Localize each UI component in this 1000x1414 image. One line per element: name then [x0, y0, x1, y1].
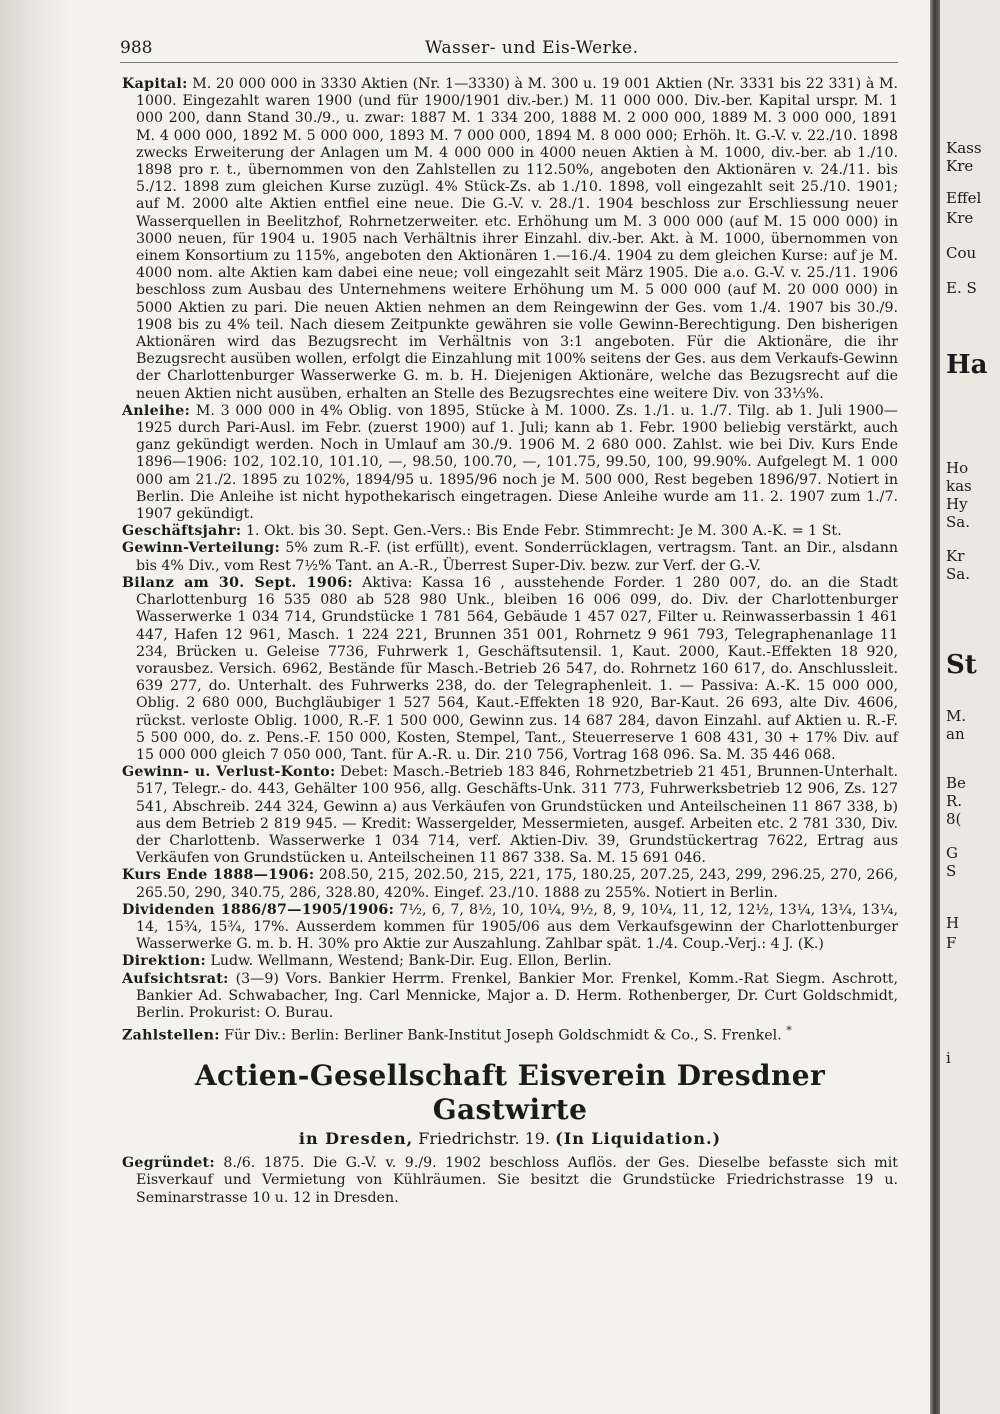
adjacent-fragment: Kre: [946, 209, 974, 227]
adjacent-fragment: Sa.: [946, 565, 970, 583]
section-kapital: Kapital: M. 20 000 000 in 3330 Aktien (Nr. 1—3330) à M. 300 u. 19 001 Aktien (Nr. 3331 bis 22 331) à M. 1000. Eingezahlt waren 1900 (und für 1900/1901 div.-ber.) M. 11 000 000. Div.-ber. Kapital urspr. M. 1 000 200, dann Stand 30./9., u. zwar: 1887 M. 1 334 200, 1888 M. 2 000 000, 1889 M. 3 000 000, 1891 M. 4 000 000, 1892 M. 5 000 000, 1893 M. 7 000 000, 1894 M. 8 000 000; Erhöh. lt. G.-V. v. 22./10. 1898 zwecks Erweiterung der Anlagen um M. 4 000 000 in 4000 neuen Aktien à M. 1000, div.-ber. ab 1./10. 1898 pro r. t., übernommen von den Zahlstellen zu 112.50%, angeboten den Aktionären v. 24./11. bis 5./12. 1898 zum gleichen Kurse zuzügl. 4% Stück-Zs. ab 1./10. 1898, voll eingezahlt seit 25./10. 1901; auf M. 2000 alte Aktien entfiel eine neue. Die G.-V. v. 28./1. 1904 beschloss zur Erschliessung neuer Wasserquellen in Beelitzhof, Rohrnetzerweiter. etc. Erhöhung um M. 3 000 000 (auf M. 15 000 000) in 3000 neuen, für 1904 u. 1905 nach Verhältnis ihrer Einzahl. div.-ber. Akt. à M. 1000, übernommen von einem Konsortium zu 115%, angeboten den Aktionären 1.—16./4. 1904 zu dem gleichen Kurse: auf je M. 4000 nom. alte Aktien kam dabei eine neue; voll eingezahlt seit März 1905. Die a.o. G.-V. v. 25./11. 1906 beschloss zum Ausbau des Unternehmens weitere Erhöhung um M. 5 000 000 (auf M. 20 000 000) in 5000 Aktien zu pari. Die neuen Aktien nehmen an dem Reingewinn der Ges. vom 1./4. 1907 bis 30./9. 1908 bis zu 4% teil. Nach diesem Zeitpunkte gewähren sie volle Gewinn-Berechtigung. Den bisherigen Aktionären wird das Bezugsrecht im Verhältnis von 3:1 angeboten. Für die Aktionäre, die ihr Bezugsrecht ausüben wollen, erfolgt die Einzahlung mit 100% seitens der Ges. aus dem Verkaufs-Gewinn der Charlottenburger Wasserwerke G. m. b. H. Diejenigen Aktionäre, welche das Bezugsrecht auf die neuen Aktien nicht ausüben, erhalten an Stelle des Bezugsrechtes eine weitere Div. von 33⅓%.: [122, 76, 898, 402]
section-bilanz: Bilanz am 30. Sept. 1906: Aktiva: Kassa 16 , ausstehende Forder. 1 280 007, do. an die Stadt Charlottenburg 16 535 080 ab 528 980 Unk., bleiben 16 006 099, do. Div. der Charlottenburger Wasserwerke 1 034 714, Grundstücke 1 781 564, Gebäude 1 457 027, Filter u. Reinwasserbassin 1 461 447, Hafen 12 961, Masch. 1 224 221, Brunnen 351 001, Rohrnetz 9 961 793, Telegraphenanlage 11 234, Brücken u. Geleise 7736, Fuhrwerk 1, Geschäftsutensil. 1, Kaut. 2000, Kaut.-Effekten 18 920, vorausbez. Versich. 6962, Bestände für Masch.-Betrieb 26 547, do. Rohrnetz 160 617, do. Anschlussleit. 639 277, do. Unterhalt. des Fuhrwerks 238, do. der Telegraphenleit. 1. — Passiva: A.-K. 15 000 000, Oblig. 2 680 000, Buchgläubiger 1 527 564, Kaut.-Effekten 18 920, Bar-Kaut. 26 693, alte Div. 4606, rückst. verloste Oblig. 1000, R.-F. 1 500 000, Gewinn zus. 14 687 284, davon Einzahl. auf Aktien u. R.-F. 5 500 000, do. z. Pens.-F. 150 000, Kosten, Stempel, Tant., Steuerreserve 1 608 431, 30 + 17% Div. auf 15 000 000 gleich 7 050 000, Tant. für A.-R. u. Dir. 210 756, Vortrag 168 096. Sa. M. 35 446 068.: [122, 574, 899, 763]
header-rule: [120, 62, 898, 63]
adjacent-fragment: kas: [946, 477, 972, 495]
company-subtitle: in Dresden, Friedrichstr. 19. (In Liquidation.): [298, 1129, 722, 1149]
adjacent-fragment: S: [946, 862, 957, 880]
adjacent-fragment: Kre: [946, 157, 974, 175]
footnote-mark: *: [786, 1024, 792, 1038]
adjacent-fragment: M.: [946, 707, 967, 725]
section-aufsichtsrat: Aufsichtsrat: (3—9) Vors. Bankier Herrm. Frenkel, Bankier Mor. Frenkel, Komm.-Rat Siegm. Aschrott, Bankier Ad. Schwabacher, Ing. Carl Mennicke, Major a. D. Herm. Rothenberger, Dr. Curt Goldschmidt, Berlin. Prokurist: O. Burau.: [122, 970, 898, 1021]
section-dividenden: Dividenden 1886/87—1905/1906: 7½, 6, 7, 8½, 10, 10¼, 9½, 8, 9, 10¼, 11, 12, 12½, 13¼, 13¼, 13¼, 14, 15¾, 15¾, 17%. Ausserdem kommen für 1905/06 aus dem Verkaufsgewinn der Charlottenburger Wasserwerke G. m. b. H. 30% pro Aktie zur Auszahlung. Zahlbar spät. 1./4. Coup.-Verj.: 4 J. (K.): [122, 901, 898, 953]
section-gewinn-verlust: Gewinn- u. Verlust-Konto: Debet: Masch.-Betrieb 183 846, Rohrnetzbetrieb 21 451, Brunnen-Unterhalt. 517, Telegr.- do. 443, Gehälter 100 956, allg. Geschäfts-Unk. 311 773, Fuhrwerksbetrieb 12 906, Zs. 127 541, Abschreib. 244 324, Gewinn a) aus Verkäufen von Grundstücken und Anteilscheinen 11 867 338, b) aus dem Betrieb 2 819 945. — Kredit: Wassergelder, Messermieten, ausgef. Arbeiten etc. 2 781 330, Div. der Charlottenb. Wasserwerke 1 034 714, verf. Aktien-Div. 39, Grundstückertrag 7622, Ertrag aus Verkäufen von Grundstücken u. Anteilscheinen 11 867 338. Sa. M. 15 691 046.: [122, 764, 898, 867]
adjacent-fragment: 8(: [946, 810, 962, 828]
adjacent-fragment: Cou: [946, 244, 977, 262]
adjacent-fragment: Kr: [946, 547, 965, 565]
adjacent-fragment: Sa.: [946, 513, 970, 531]
adjacent-fragment: Hy: [946, 495, 968, 513]
section-gewinn-verteilung: Gewinn-Verteilung: 5% zum R.-F. (ist erfüllt), event. Sonderrücklagen, vertragsm. Tant. an Dir., alsdann bis 4% Div., vom Rest 7½% Tant. an A.-R., Überrest Super-Div. bezw. zur Verf. der G.-V.: [122, 540, 898, 574]
section-zahlstellen: Zahlstellen: Für Div.: Berlin: Berliner Bank-Institut Joseph Goldschmidt & Co., S. Frenkel. *: [122, 1024, 792, 1044]
company-entry: [122, 1059, 898, 1149]
adjacent-page: [940, 0, 1000, 1414]
company-body: Gegründet: 8./6. 1875. Die G.-V. v. 9./9. 1902 beschloss Auflös. der Ges. Dieselbe befasste sich mit Eisverkauf und Vermietung von Kühlräumen. Sie besitzt die Grundstücke Friedrichstrasse 19 u. Seminarstrasse 10 u. 12 in Dresden.: [122, 1155, 898, 1206]
section-geschaeftsjahr: Geschäftsjahr: 1. Okt. bis 30. Sept. Gen.-Vers.: Bis Ende Febr. Stimmrecht: Je M. 300 A.-K. = 1 St.: [122, 523, 842, 540]
book-gutter: [930, 0, 940, 1414]
adjacent-fragment: G: [946, 844, 958, 862]
adjacent-fragment: H: [946, 914, 960, 932]
adjacent-fragment: E. S: [946, 279, 977, 297]
page-number: 988: [120, 38, 153, 58]
main-text: [122, 76, 898, 1207]
section-anleihe: Anleihe: M. 3 000 000 in 4% Oblig. von 1895, Stücke à M. 1000. Zs. 1./1. u. 1./7. Tilg. ab 1. Juli 1900—1925 durch Pari-Ausl. im Febr. (zuerst 1900) auf 1. Juli; kann ab 1. Febr. 1900 beliebig verstärkt, auch ganz gekündigt werden. Noch in Umlauf am 30./9. 1906 M. 2 680 000. Zahlst. wie bei Div. Kurs Ende 1896—1906: 102, 102.10, 101.10, —, 98.50, 100.70, —, 101.75, 99.50, 100, 99.90%. Aufgelegt M. 1 000 000 am 21./2. 1895 zu 102%, 1894/95 u. 1895/96 noch je M. 500 000, Rest begeben 1896/97. Notiert in Berlin. Die Anleihe ist nicht hypothekarisch eingetragen. Diese Anleihe wurde am 11. 2. 1907 zum 1./7. 1907 gekündigt.: [122, 402, 898, 523]
page-header: [120, 38, 910, 62]
adjacent-fragment: R.: [946, 792, 963, 810]
company-title: Actien-Gesellschaft Eisverein Dresdner Gastwirte: [194, 1059, 826, 1127]
adjacent-fragment: Kass: [946, 139, 982, 157]
page-shadow: [0, 0, 70, 1414]
running-head: Wasser- und Eis-Werke.: [425, 38, 639, 58]
section-direktion: Direktion: Ludw. Wellmann, Westend; Bank-Dir. Eug. Ellon, Berlin.: [122, 953, 612, 970]
adjacent-fragment: F: [946, 934, 957, 952]
adjacent-fragment: Be: [946, 774, 966, 792]
adjacent-fragment: Ha: [946, 350, 988, 380]
adjacent-fragment: an: [946, 725, 965, 743]
adjacent-fragment: Ho: [946, 459, 969, 477]
adjacent-fragment: St: [946, 650, 977, 680]
section-kurs: Kurs Ende 1888—1906: 208.50, 215, 202.50, 215, 221, 175, 180.25, 207.25, 243, 299, 296.25, 270, 266, 265.50, 290, 340.75, 286, 328.80, 420%. Eingef. 23./10. 1888 zu 255%. Notiert in Berlin.: [122, 867, 898, 901]
adjacent-fragment: i: [946, 1049, 951, 1067]
adjacent-fragment: Effel: [946, 189, 982, 207]
